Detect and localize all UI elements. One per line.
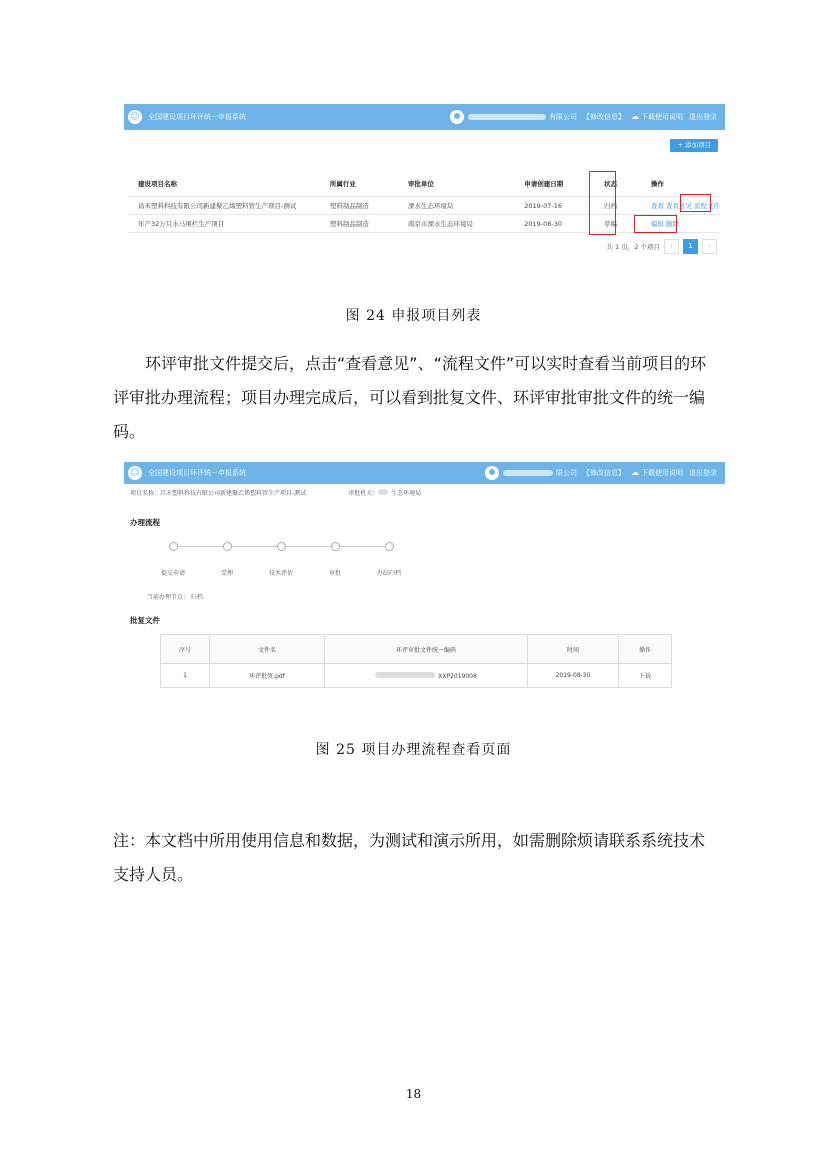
view-opinion-link[interactable]: 查看意见 bbox=[665, 202, 692, 210]
figure-24-screenshot bbox=[124, 104, 725, 260]
page-number: 18 bbox=[405, 1087, 422, 1101]
reply-section-title: 批复文件 bbox=[130, 616, 160, 625]
blurred-authority bbox=[378, 489, 388, 495]
col-no: 序号 bbox=[161, 635, 210, 664]
step-dot-icon bbox=[385, 542, 394, 551]
step-label: 受理 bbox=[220, 570, 233, 577]
download-manual-link[interactable] bbox=[631, 468, 683, 478]
app-header bbox=[124, 462, 725, 484]
code-suffix: XXP2019008 bbox=[438, 672, 477, 680]
authority: 溧水生态环境局 bbox=[398, 197, 514, 215]
authority-label: 审批机关： bbox=[348, 490, 379, 497]
figure-24-caption: 图 24 申报项目列表 bbox=[345, 308, 482, 324]
user-avatar-icon[interactable] bbox=[450, 110, 464, 124]
step-item bbox=[254, 542, 308, 577]
process-steps bbox=[146, 542, 406, 582]
download-manual-link[interactable] bbox=[631, 112, 683, 122]
blurred-company-name bbox=[468, 114, 546, 120]
project-list-table bbox=[128, 170, 720, 233]
col-authority: 审批单位 bbox=[398, 170, 514, 197]
figure-25-screenshot bbox=[124, 462, 725, 712]
download-manual-label: 下载使用说明 bbox=[641, 113, 683, 121]
created-date: 2019-07-16 bbox=[514, 197, 594, 215]
project-name: 昌禾塑料科技有限公司新建聚乙烯塑料管生产项目-测试 bbox=[160, 490, 307, 497]
file-no: 1 bbox=[161, 664, 210, 688]
logout-link[interactable]: 退出登录 bbox=[689, 113, 717, 121]
project-name: 年产32万只水马围栏生产项目 bbox=[128, 215, 320, 233]
col-created-date: 申请创建日期 bbox=[514, 170, 594, 197]
created-date: 2019-08-30 bbox=[514, 215, 594, 233]
download-manual-label: 下载使用说明 bbox=[641, 469, 683, 477]
delete-link[interactable]: 删除 bbox=[665, 220, 679, 228]
edit-delete-highlight-box bbox=[634, 215, 677, 233]
reply-files-table bbox=[160, 634, 722, 688]
body-paragraph: 环评审批文件提交后，点击“查看意见”、“流程文件”可以实时查看当前项目的环评审批办理流程；项目办理完成后，可以看到批复文件、环评审批审批文件的统一编码。 bbox=[113, 354, 707, 441]
view-link[interactable]: 查看 bbox=[650, 202, 664, 210]
step-dot-icon bbox=[169, 542, 178, 551]
step-item bbox=[200, 542, 254, 577]
blurred-company-name bbox=[503, 470, 553, 476]
step-dot-icon bbox=[277, 542, 286, 551]
file-time: 2019-08-30 bbox=[528, 664, 619, 688]
pagination bbox=[607, 239, 717, 254]
page-button[interactable]: 1 bbox=[683, 239, 698, 254]
app-title: 全国建设项目环评统一申报系统 bbox=[148, 469, 246, 477]
prev-page-button[interactable]: ‹ bbox=[664, 239, 679, 254]
table-row bbox=[161, 664, 722, 688]
project-info-bar bbox=[124, 486, 725, 502]
step-item bbox=[362, 542, 416, 577]
cloud-download-icon: ☁ bbox=[631, 112, 639, 121]
table-filler bbox=[672, 664, 722, 688]
industry: 塑料制品制造 bbox=[320, 197, 398, 215]
app-header bbox=[124, 104, 725, 130]
col-unified-code: 环评审批文件统一编码 bbox=[325, 635, 528, 664]
company-suffix: 限公司 bbox=[556, 469, 577, 477]
unified-code bbox=[325, 664, 528, 688]
col-operation: 操作 bbox=[619, 635, 672, 664]
project-name: 昌禾塑料科技有限公司新建聚乙烯塑料管生产项目-测试 bbox=[128, 197, 320, 215]
table-header-row bbox=[128, 170, 720, 197]
pager-summary: 共 1 页，2 个项目 bbox=[606, 243, 660, 251]
step-label: 审批 bbox=[328, 570, 341, 577]
col-time: 时间 bbox=[528, 635, 619, 664]
table-row[interactable] bbox=[128, 197, 720, 215]
app-logo-icon: ☺ bbox=[128, 110, 142, 124]
col-industry: 所属行业 bbox=[320, 170, 398, 197]
status-highlight-box bbox=[589, 171, 616, 235]
authority: 南京市溧水生态环境局 bbox=[398, 215, 514, 233]
step-item bbox=[308, 542, 362, 577]
edit-link[interactable]: 编辑 bbox=[650, 220, 664, 228]
table-filler bbox=[672, 635, 722, 664]
process-file-highlight-box bbox=[680, 194, 711, 212]
col-status: 状态 bbox=[594, 170, 641, 197]
status: 草稿 bbox=[594, 215, 641, 233]
col-filename: 文件名 bbox=[210, 635, 325, 664]
figure-25-caption: 图 25 项目办理流程查看页面 bbox=[315, 742, 512, 758]
add-project-button[interactable]: + 添加项目 bbox=[670, 139, 718, 152]
note-paragraph: 注：本文档中所用使用信息和数据，为测试和演示所用，如需删除烦请联系系统技术支持人员。 bbox=[113, 831, 706, 884]
step-dot-icon bbox=[331, 542, 340, 551]
user-avatar-icon[interactable] bbox=[485, 466, 499, 480]
current-node: 当前办理节点： 归档 bbox=[147, 594, 203, 601]
edit-info-link[interactable]: 【修改信息】 bbox=[583, 113, 625, 121]
status: 归档 bbox=[594, 197, 641, 215]
cloud-download-icon: ☁ bbox=[631, 468, 639, 477]
table-row[interactable] bbox=[128, 215, 720, 233]
edit-info-link[interactable]: 【修改信息】 bbox=[583, 469, 625, 477]
process-section-title: 办理流程 bbox=[130, 518, 160, 527]
download-link[interactable]: 下载 bbox=[619, 664, 672, 688]
app-title: 全国建设项目环评统一申报系统 bbox=[148, 113, 246, 121]
project-label: 项目名称： bbox=[130, 490, 161, 497]
blurred-code bbox=[375, 672, 435, 678]
step-label: 提交申请 bbox=[160, 570, 185, 577]
process-file-link[interactable]: 流程文件 bbox=[694, 202, 720, 210]
step-item bbox=[146, 542, 200, 577]
file-name[interactable]: 环评批复.pdf bbox=[210, 664, 325, 688]
company-suffix: 有限公司 bbox=[549, 113, 577, 121]
next-page-button[interactable]: › bbox=[702, 239, 717, 254]
col-actions: 操作 bbox=[641, 170, 720, 197]
logout-link[interactable]: 退出登录 bbox=[689, 469, 717, 477]
app-logo-icon: ☺ bbox=[128, 466, 142, 480]
step-label: 办结归档 bbox=[376, 570, 401, 577]
industry: 塑料制品制造 bbox=[320, 215, 398, 233]
authority-value: 生态环境局 bbox=[391, 490, 422, 497]
step-dot-icon bbox=[223, 542, 232, 551]
col-project-name: 建设项目名称 bbox=[128, 170, 320, 197]
step-label: 技术评估 bbox=[268, 570, 293, 577]
table-header-row bbox=[161, 635, 722, 664]
